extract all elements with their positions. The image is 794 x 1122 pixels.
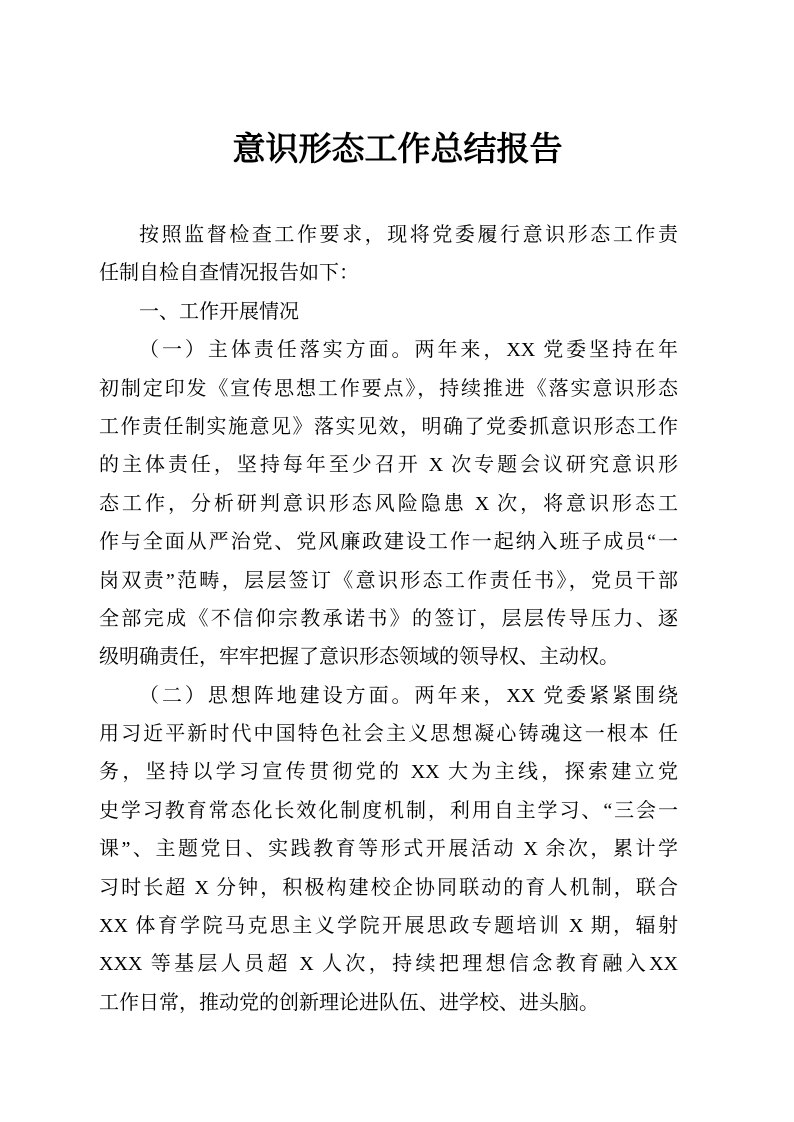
- paragraph-line: XX 体育学院马克思主义学院开展思政专题培训 X 期，辐射: [99, 915, 678, 938]
- paragraph-line: 作与全面从严治党、党风廉政建设工作一起纳入班子成员“一: [99, 531, 678, 554]
- paragraph-line: （一）主体责任落实方面。两年来，XX 党委坚持在年: [139, 339, 678, 362]
- document-body: [99, 216, 678, 1022]
- paragraph-line: 全部完成《不信仰宗教承诺书》的签订，层层传导压力、逐: [99, 607, 678, 630]
- paragraph-line: XXX 等基层人员超 X 人次，持续把理想信念教育融入XX: [99, 953, 678, 976]
- paragraph-line: 级明确责任，牢牢把握了意识形态领域的领导权、主动权。: [99, 646, 619, 669]
- document-title: 意识形态工作总结报告: [232, 132, 563, 168]
- paragraph-line: （二）思想阵地建设方面。两年来，XX 党委紧紧围绕: [139, 684, 678, 707]
- paragraph-line: 课”、主题党日、实践教育等形式开展活动 X 余次，累计学: [99, 838, 678, 861]
- paragraph-line: 初制定印发《宣传思想工作要点》，持续推进《落实意识形态: [99, 377, 678, 400]
- paragraph-line: 态工作，分析研判意识形态风险隐患 X 次，将意识形态工: [99, 492, 678, 515]
- paragraph-line: 史学习教育常态化长效化制度机制，利用自主学习、“三会一: [99, 799, 678, 822]
- heading-line: 一、工作开展情况: [139, 300, 299, 323]
- paragraph-line: 的主体责任，坚持每年至少召开 X 次专题会议研究意识形: [99, 454, 678, 477]
- paragraph-line: 工作日常，推动党的创新理论进队伍、进学校、进头脑。: [99, 991, 599, 1014]
- paragraph-line: 岗双责”范畴，层层签订《意识形态工作责任书》，党员干部: [99, 569, 678, 592]
- paragraph-line: 习时长超 X 分钟，积极构建校企协同联动的育人机制，联合: [99, 876, 678, 899]
- paragraph-line: 工作责任制实施意见》落实见效，明确了党委抓意识形态工作: [99, 415, 678, 438]
- paragraph-line: 按照监督检查工作要求，现将党委履行意识形态工作责: [139, 224, 678, 246]
- paragraph-line: 用习近平新时代中国特色社会主义思想凝心铸魂这一根本 任: [99, 723, 678, 746]
- paragraph-line: 务，坚持以学习宣传贯彻党的 XX 大为主线，探索建立党: [99, 761, 678, 784]
- paragraph-line: 任制自检自查情况报告如下：: [99, 262, 359, 285]
